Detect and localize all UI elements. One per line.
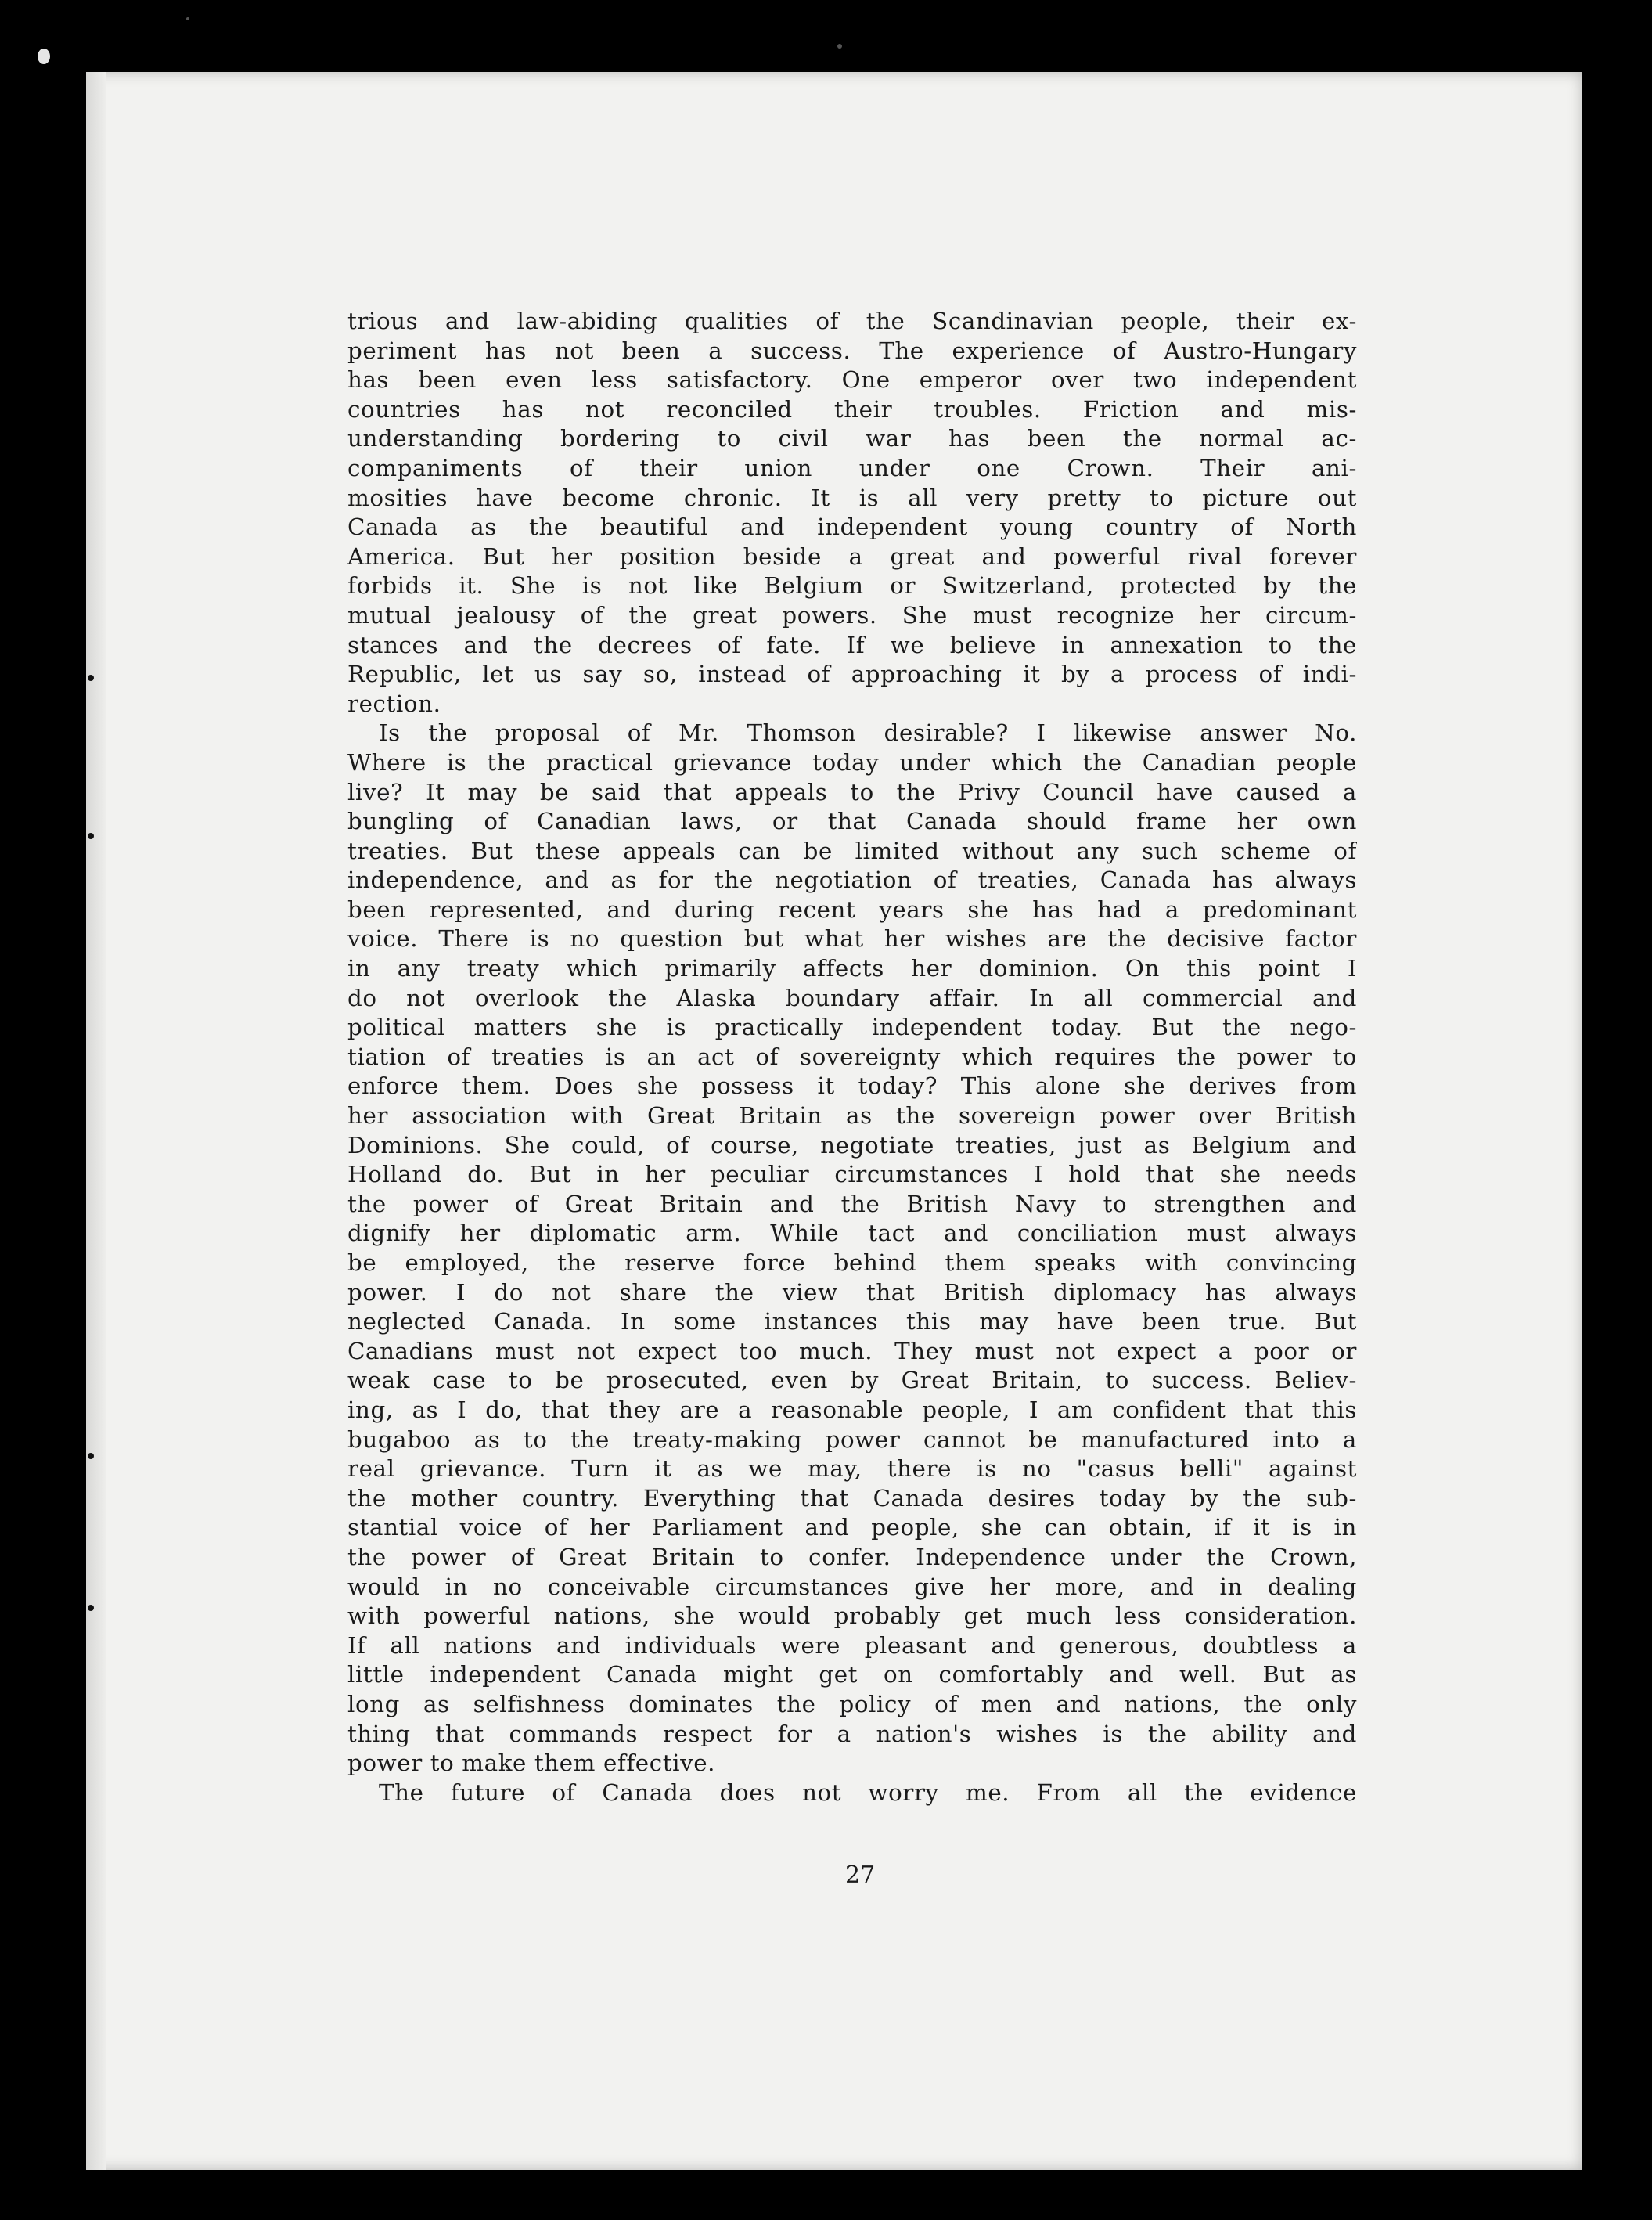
binding-hole [38, 49, 50, 64]
text-line: power. I do not share the view that British diplomacy has always [347, 1278, 1357, 1306]
text-line: weak case to be prosecuted, even by Great Britain, to success. Believ- [347, 1367, 1357, 1394]
text-line: bugaboo as to the treaty-making power cannot be manufactured into a [347, 1425, 1357, 1453]
text-line: trious and law-abiding qualities of the Scandinavian people, their ex- [347, 308, 1357, 334]
text-line: ing, as I do, that they are a reasonable people, I am confident that this [347, 1396, 1357, 1423]
text-line: periment has not been a success. The experience of Austro-Hungary [347, 337, 1357, 364]
text-line: the mother country. Everything that Canada desires today by the sub- [347, 1484, 1357, 1512]
margin-mark [88, 1453, 94, 1459]
text-line: Is the proposal of Mr. Thomson desirable? I likewise answer No. [379, 719, 1357, 747]
text-line: thing that commands respect for a nation's wishes is the ability and [347, 1720, 1357, 1747]
text-line: the power of Great Britain and the British Navy to strengthen and [347, 1190, 1357, 1217]
text-line: voice. There is no question but what her wishes are the decisive factor [347, 925, 1357, 953]
text-line: companiments of their union under one Crown. Their ani- [347, 454, 1357, 481]
text-line: Republic, let us say so, instead of approaching it by a process of indi- [347, 661, 1357, 688]
text-line: stantial voice of her Parliament and people, she can obtain, if it is in [347, 1514, 1357, 1541]
text-line: Holland do. But in her peculiar circumstances I hold that she needs [347, 1161, 1357, 1188]
text-line: live? It may be said that appeals to the Privy Council have caused a [347, 778, 1357, 805]
text-line: Where is the practical grievance today under which the Canadian people [347, 748, 1357, 776]
text-line: do not overlook the Alaska boundary affair. In all commercial and [347, 984, 1357, 1011]
text-line: in any treaty which primarily affects her dominion. On this point I [347, 955, 1357, 982]
text-line: be employed, the reserve force behind them speaks with convincing [347, 1249, 1357, 1276]
text-line: the power of Great Britain to confer. Independence under the Crown, [347, 1543, 1357, 1570]
text-line: would in no conceivable circumstances give her more, and in dealing [347, 1573, 1357, 1600]
text-line: If all nations and individuals were pleasant and generous, doubtless a [347, 1631, 1357, 1659]
dust-speck [186, 17, 189, 20]
text-line: dignify her diplomatic arm. While tact and conciliation must always [347, 1220, 1357, 1247]
text-line: mosities have become chronic. It is all very pretty to picture out [347, 484, 1357, 511]
body-text [347, 307, 1357, 1807]
text-line: long as selfishness dominates the policy of men and nations, the only [347, 1690, 1357, 1717]
text-line: bungling of Canadian laws, or that Canada should frame her own [347, 808, 1357, 835]
dust-speck [837, 44, 842, 49]
text-line: Dominions. She could, of course, negotiate treaties, just as Belgium and [347, 1131, 1357, 1159]
text-line: has been even less satisfactory. One emperor over two independent [347, 366, 1357, 394]
text-line: stances and the decrees of fate. If we believe in annexation to the [347, 631, 1357, 658]
text-line: enforce them. Does she possess it today? This alone she derives from [347, 1072, 1357, 1100]
text-line: been represented, and during recent years she has had a predominant [347, 896, 1357, 923]
text-line: Canadians must not expect too much. They must not expect a poor or [347, 1337, 1357, 1364]
text-line: understanding bordering to civil war has been the normal ac- [347, 425, 1357, 452]
text-line: treaties. But these appeals can be limited without any such scheme of [347, 837, 1357, 864]
text-line: her association with Great Britain as the sovereign power over British [347, 1102, 1357, 1130]
text-line: America. But her position beside a great and powerful rival forever [347, 542, 1357, 570]
text-line: with powerful nations, she would probably get much less consideration. [347, 1602, 1357, 1630]
margin-mark [88, 833, 94, 839]
text-line: independence, and as for the negotiation of treaties, Canada has always [347, 867, 1357, 894]
text-line: Canada as the beautiful and independent young country of North [347, 514, 1357, 541]
text-line: political matters she is practically independent today. But the nego- [347, 1014, 1357, 1041]
page-number: 27 [845, 1861, 876, 1889]
text-line: forbids it. She is not like Belgium or Switzerland, protected by the [347, 572, 1357, 600]
text-line: The future of Canada does not worry me. From all the evidence [379, 1779, 1357, 1806]
margin-mark [88, 1605, 94, 1611]
text-line: mutual jealousy of the great powers. She must recognize her circum- [347, 601, 1357, 629]
margin-mark [88, 675, 94, 681]
text-line: countries has not reconciled their troubles. Friction and mis- [347, 395, 1357, 423]
page-binding-edge [86, 72, 106, 2170]
text-line: rection. [347, 690, 441, 717]
text-line: little independent Canada might get on comfortably and well. But as [347, 1661, 1357, 1688]
text-line: neglected Canada. In some instances this may have been true. But [347, 1308, 1357, 1335]
text-line: power to make them effective. [347, 1750, 716, 1777]
text-line: real grievance. Turn it as we may, there is no "casus belli" against [347, 1455, 1357, 1483]
text-line: tiation of treaties is an act of sovereignty which requires the power to [347, 1043, 1357, 1070]
